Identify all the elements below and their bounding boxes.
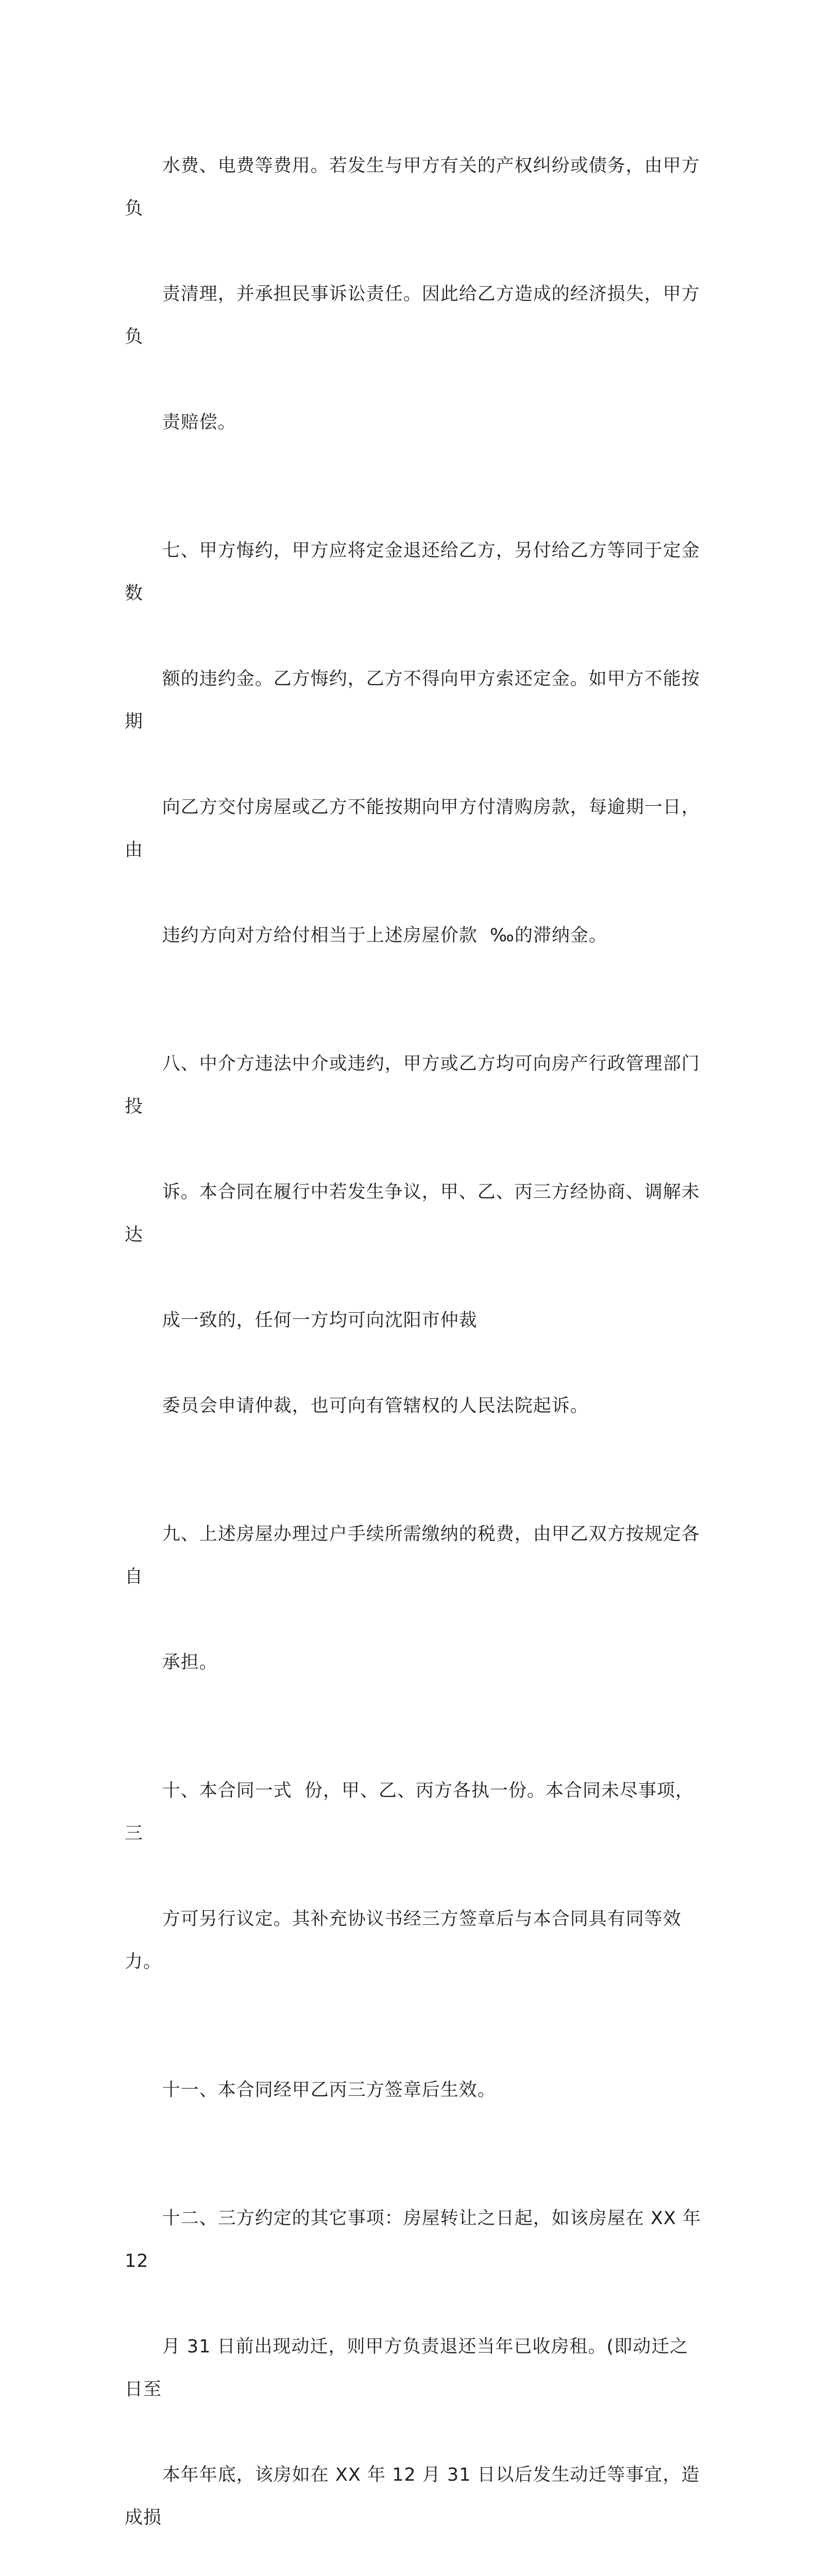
document-body (125, 102, 708, 2576)
text-line: 月 31 日前出现动迁，则甲方负责退还当年已收房租。(即动迁之日至 (125, 2336, 689, 2400)
text-line: 责清理，并承担民事诉讼责任。因此给乙方造成的经济损失，甲方负 (125, 284, 700, 347)
text-line: 十二、三方约定的其它事项：房屋转让之日起，如该房屋在 XX 年 12 (125, 2208, 708, 2272)
clause-9-paragraph (125, 1470, 702, 1727)
text-line: 向乙方交付房屋或乙方不能按期向甲方付清购房款，每逾期一日，由 (125, 797, 700, 860)
text-line: 承担。 (162, 1652, 218, 1673)
text-line: 诉。本合同在履行中若发生争议，甲、乙、丙三方经协商、调解未达 (125, 1182, 700, 1245)
text-line: 本年年底，该房如在 XX 年 12 月 31 日以后发生动迁等事宜，造成损 (125, 2465, 700, 2528)
text-line: 额的违约金。乙方悔约，乙方不得向甲方索还定金。如甲方不能按期 (125, 669, 700, 732)
text-line: 十、本合同一式 份，甲、乙、丙方各执一份。本合同未尽事项，三 (125, 1781, 694, 1844)
text-line: 七、甲方悔约，甲方应将定金退还给乙方，另付给乙方等同于定金数 (125, 540, 700, 604)
text-line: 委员会申请仲裁，也可向有管辖权的人民法院起诉。 (162, 1396, 589, 1416)
clause-12-paragraph (125, 2155, 708, 2576)
clause-7-paragraph (125, 487, 702, 1000)
text-line: 十一、本合同经甲乙丙三方签章后生效。 (162, 2080, 496, 2100)
text-line: 方可另行议定。其补充协议书经三方签章后与本合同具有同等效力。 (125, 1909, 682, 1972)
clause-10-paragraph (125, 1727, 702, 2026)
paragraph-continuation (125, 102, 702, 487)
clause-8-paragraph (125, 1000, 702, 1470)
text-line: 责赔偿。 (162, 412, 236, 433)
text-line: 九、上述房屋办理过户手续所需缴纳的税费，由甲乙双方按规定各自 (125, 1524, 700, 1587)
text-line: 成一致的，任何一方均可向沈阳市仲裁 (162, 1310, 478, 1331)
text-line: 水费、电费等费用。若发生与甲方有关的产权纠纷或债务，由甲方负 (125, 156, 700, 219)
text-line: 八、中介方违法中介或违约，甲方或乙方均可向房产行政管理部门投 (125, 1054, 700, 1117)
clause-11-paragraph (125, 2026, 702, 2155)
text-line: 违约方向对方给付相当于上述房屋价款 ‰的滞纳金。 (162, 925, 607, 946)
